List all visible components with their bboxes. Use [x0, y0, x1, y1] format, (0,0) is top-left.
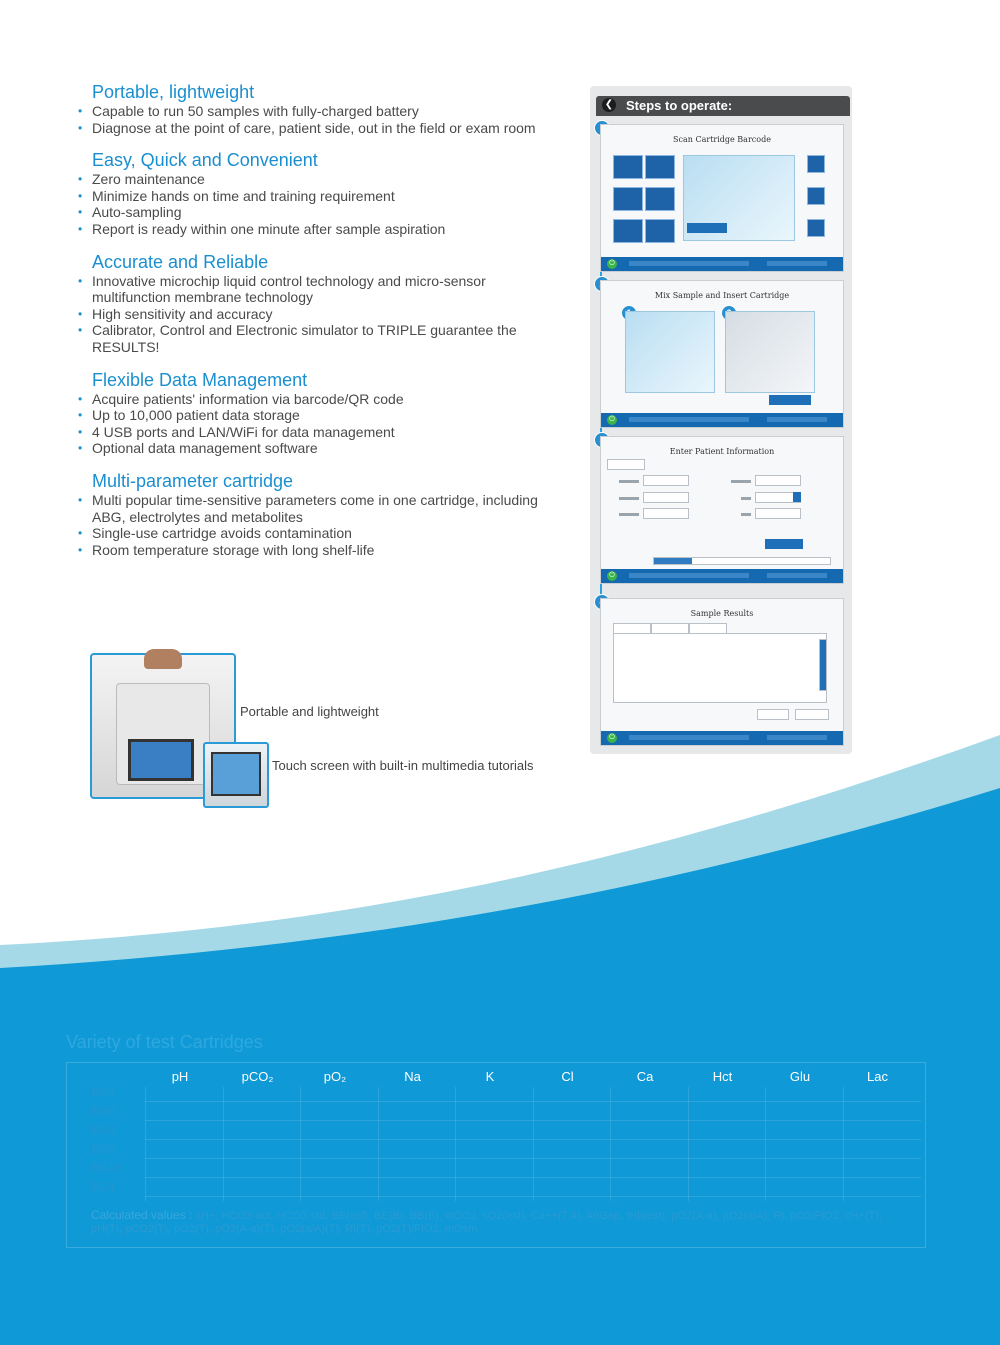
grid-line [610, 1087, 611, 1201]
feature-bullets [78, 273, 548, 356]
feature-bullet: • Calibrator, Control and Electronic simulator to TRIPLE guarantee the RESULTS! [78, 322, 548, 355]
feature-heading: Accurate and Reliable [92, 251, 269, 272]
cartridges-title: Variety of test Cartridges [66, 1032, 263, 1052]
feature-bullet: • 4 USB ports and LAN/WiFi for data management [78, 424, 548, 441]
grid-line [765, 1087, 766, 1201]
feature-bullet: • Multi popular time-sensitive parameters come in one cartridge, including ABG, electrolytes and metabolites [78, 492, 548, 525]
feature-bullet: • Minimize hands on time and training requirement [78, 188, 548, 205]
grid-line [145, 1120, 921, 1121]
grid-line [533, 1087, 534, 1201]
patient-tab[interactable] [607, 459, 645, 470]
feature-bullets [78, 391, 548, 457]
power-icon[interactable]: ⏻ [607, 571, 617, 581]
feature-bullet: • Auto-sampling [78, 204, 548, 221]
feature-bullet: • Capable to run 50 samples with fully-charged battery [78, 103, 548, 120]
step-screen-scan [600, 124, 844, 272]
feature-bullets [78, 103, 548, 136]
status-bar [601, 257, 843, 271]
menu-tile-icon[interactable] [613, 219, 643, 243]
feature-bullets [78, 171, 548, 237]
column-header: K [485, 1069, 495, 1084]
scan-barcode-button[interactable] [687, 223, 727, 233]
feature-heading: Multi-parameter cartridge [92, 470, 294, 491]
grid-line [688, 1087, 689, 1201]
row-label: BG3 [91, 1085, 116, 1099]
cancel-button[interactable] [769, 395, 811, 405]
caption-portable: Portable and lightweight [240, 704, 379, 719]
grid-line [378, 1087, 379, 1201]
step-heading: Enter Patient Information [669, 447, 775, 456]
results-table [613, 633, 827, 703]
column-header: Na [404, 1069, 421, 1084]
power-icon[interactable]: ⏻ [607, 733, 617, 743]
feature-section [78, 150, 548, 237]
feature-bullet: • Optional data management software [78, 440, 548, 457]
step-heading: Sample Results [690, 609, 754, 618]
row-label: BG4 [91, 1123, 116, 1137]
accession-field[interactable] [755, 475, 801, 486]
grid-line [145, 1158, 921, 1159]
feature-bullet: • Zero maintenance [78, 171, 548, 188]
grid-line [300, 1087, 301, 1201]
feature-bullet: • Single-use cartridge avoids contamination [78, 525, 548, 542]
menu-tile-icon[interactable] [613, 187, 643, 211]
feature-heading: Easy, Quick and Convenient [92, 150, 318, 171]
feature-section [78, 471, 548, 558]
column-header: pH [171, 1069, 189, 1084]
step-heading: Mix Sample and Insert Cartridge [654, 291, 790, 300]
features-list [78, 82, 548, 572]
grid-line [145, 1087, 146, 1201]
column-header: Hct [712, 1069, 733, 1084]
feature-heading: Portable, lightweight [92, 82, 255, 102]
sample-id-field[interactable] [643, 492, 689, 503]
steps-panel [590, 86, 852, 754]
status-bar [601, 731, 843, 745]
chevron-down-icon[interactable] [793, 492, 801, 502]
settings-icon[interactable] [807, 187, 825, 205]
scrollbar[interactable] [819, 639, 827, 691]
grid-line [145, 1101, 921, 1102]
touchscreen-photo [203, 742, 269, 808]
insert-cartridge-photo [725, 311, 815, 393]
menu-tile-icon[interactable] [613, 155, 643, 179]
save-button[interactable] [757, 709, 789, 720]
row-label: BG8 [91, 1104, 116, 1118]
feature-section [78, 252, 548, 356]
grid-line [843, 1087, 844, 1201]
feature-bullet: • Diagnose at the point of care, patient side, out in the field or exam room [78, 120, 548, 137]
feature-section [78, 82, 548, 136]
step-screen-results [600, 598, 844, 746]
power-icon[interactable]: ⏻ [607, 415, 617, 425]
grid-line [145, 1139, 921, 1140]
column-header: Ca [636, 1069, 654, 1084]
grid-line [145, 1177, 921, 1178]
grid-line [223, 1087, 224, 1201]
feature-bullet: • High sensitivity and accuracy [78, 306, 548, 323]
feature-heading: Flexible Data Management [92, 369, 308, 390]
menu-tile-icon[interactable] [645, 155, 675, 179]
grid-line [145, 1196, 921, 1197]
temperature-field[interactable] [643, 508, 689, 519]
row-label: BG10 [91, 1161, 122, 1175]
feature-bullet: • Innovative microchip liquid control technology and micro-sensor multifunction membrane technology [78, 273, 548, 306]
column-header: pCO₂ [241, 1069, 274, 1084]
power-icon[interactable]: ⏻ [607, 259, 617, 269]
step-screen-insert [600, 280, 844, 428]
column-header: Lac [867, 1069, 888, 1084]
back-icon[interactable]: ❮ [602, 98, 616, 112]
column-header: pO₂ [323, 1069, 347, 1084]
step-heading: Scan Cartridge Barcode [673, 135, 771, 144]
feature-section [78, 370, 548, 457]
column-header: Glu [789, 1069, 811, 1084]
row-label: BG9 [91, 1142, 116, 1156]
menu-tile-icon[interactable] [645, 219, 675, 243]
menu-tile-icon[interactable] [645, 187, 675, 211]
steps-title: Steps to operate: [626, 98, 733, 113]
calculated-values [91, 1209, 911, 1236]
row-label: BC4 [91, 1180, 115, 1194]
patient-id-field[interactable] [643, 475, 689, 486]
database-icon[interactable] [807, 219, 825, 237]
fio2-field[interactable] [755, 508, 801, 519]
mix-sample-photo [625, 311, 715, 393]
calculated-text: cH+, HCO3-act, HCO3-std, BE(ecf), BE(B), BB(B), ctCO2, sO2(est), Ca++(7.4), AnGap, tHb(est), pO2(A-a), pO2(a/A), RI, pO2/FIO2, cH+(T), pH(T), pCO2(T), pO2(T), pO2(A-a)(T), pO2(a/A)(T), RI(T), pO2(T)/FIO2, mOsm [91, 1210, 882, 1235]
ok-button[interactable] [765, 539, 803, 549]
status-bar [601, 413, 843, 427]
grid-line [455, 1087, 456, 1201]
feature-bullet: • Report is ready within one minute after sample aspiration [78, 221, 548, 238]
calculated-label: Calculated values : [91, 1208, 193, 1222]
cartridges-table [66, 1062, 926, 1248]
status-bar [601, 569, 843, 583]
column-header: Cl [561, 1069, 574, 1084]
id-icon[interactable] [807, 155, 825, 173]
feature-bullets [78, 492, 548, 558]
feature-bullet: • Acquire patients' information via barcode/QR code [78, 391, 548, 408]
steps-header [596, 96, 850, 116]
caption-touch: Touch screen with built-in multimedia tutorials [272, 758, 534, 773]
print-button[interactable] [795, 709, 829, 720]
feature-bullet: • Up to 10,000 patient data storage [78, 407, 548, 424]
progress-fill [654, 558, 692, 564]
feature-bullet: • Room temperature storage with long shelf-life [78, 542, 548, 559]
step-screen-patient [600, 436, 844, 584]
